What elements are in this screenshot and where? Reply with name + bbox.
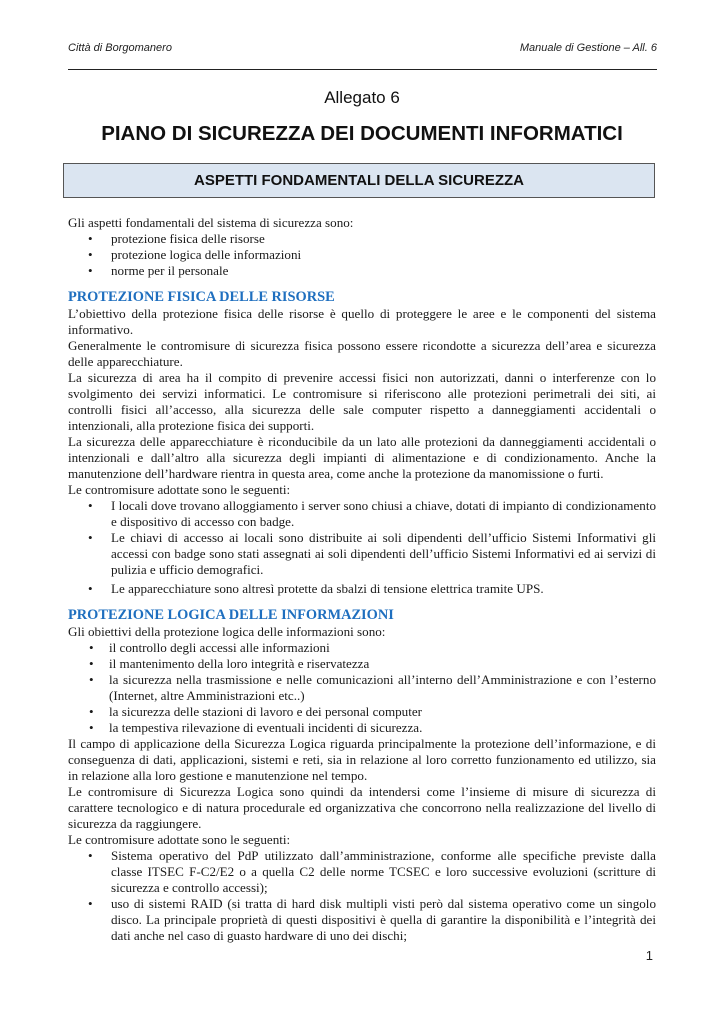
list-item: • Le chiavi di accesso ai locali sono distribuite ai soli dipendenti dell’ufficio Sistemi Informativi gli accessi con badge sono stati assegnati ai soli dipendenti dell’ufficio Sistemi Informativi ed ai servizi di pulizia e ufficio demografici. xyxy=(88,530,656,577)
bullet-icon: • xyxy=(88,498,93,513)
list-item: • la tempestiva rilevazione di eventuali incidenti di sicurezza. xyxy=(89,720,423,735)
header-divider xyxy=(68,69,657,70)
list-item: • I locali dove trovano alloggiamento i server sono chiusi a chiave, dotati di impianto di condizionamento e dispositivo di accesso con badge. xyxy=(88,498,656,529)
paragraph: La sicurezza delle apparecchiature è riconducibile da un lato alle protezioni da danneggiamenti accidentali o intenzionali e dall’altro alla sicurezza degli impianti di alimentazione e di condizionamento. Anche la manutenzione dell’hardware rientra in questa area, come anche la protezione da manomissione o furti. xyxy=(68,434,656,481)
physical-measures-list xyxy=(68,498,656,597)
bullet-icon: • xyxy=(88,581,93,596)
heading-protezione-logica: PROTEZIONE LOGICA DELLE INFORMAZIONI xyxy=(68,607,394,623)
intro-list xyxy=(68,231,656,279)
list-item: • Le apparecchiature sono altresì protette da sbalzi di tensione elettrica tramite UPS. xyxy=(88,581,544,596)
list-item: • Sistema operativo del PdP utilizzato dall’amministrazione, conforme alle specifiche previste dalla classe ITSEC F-C2/E2 o a quella C2 delle norme TCSEC e loro successive evoluzioni (scritture di sicurezza e controllo accessi); xyxy=(88,848,656,895)
bullet-icon: • xyxy=(88,231,93,246)
annex-label: Allegato 6 xyxy=(324,88,400,107)
bullet-icon: • xyxy=(89,640,94,655)
document-title: PIANO DI SICUREZZA DEI DOCUMENTI INFORMATICI xyxy=(101,122,623,145)
logical-objectives-list xyxy=(68,640,656,736)
paragraph: Il campo di applicazione della Sicurezza Logica riguarda principalmente la protezione dell’informazione, e di conseguenza di dati, applicazioni, sistemi e reti, sia in relazione al loro corretto funzionamento ed utilizzo, sia in relazione alla loro gestione e manutenzione nel tempo. xyxy=(68,736,656,783)
paragraph: Gli obiettivi della protezione logica delle informazioni sono: xyxy=(68,624,386,639)
paragraph: Le contromisure adottate sono le seguenti: xyxy=(68,482,291,497)
document-body xyxy=(68,215,656,944)
paragraph: Le contromisure adottate sono le seguenti: xyxy=(68,832,291,847)
header-organization: Città di Borgomanero xyxy=(68,42,172,54)
bullet-icon: • xyxy=(88,896,93,911)
paragraph: Le contromisure di Sicurezza Logica sono quindi da intendersi come l’insieme di misure di sicurezza di carattere tecnologico e di natura procedurale ed organizzativa che concorrono nella realizzazione del livello di sicurezza da raggiungere. xyxy=(68,784,656,831)
list-item: • norme per il personale xyxy=(88,263,229,278)
list-item: • la sicurezza nella trasmissione e nelle comunicazioni all’interno dell’Amministrazione e con l’esterno (Internet, altre Amministrazioni etc..) xyxy=(89,672,656,703)
bullet-icon: • xyxy=(88,263,93,278)
list-item: • uso di sistemi RAID (si tratta di hard disk multipli visti però dal sistema operativo come un singolo disco. La principale proprietà di questi dispositivi è quella di garantire la disponibilità e l’integrità dei dati anche nel caso di guasto hardware di uno dei dischi; xyxy=(88,896,656,943)
intro-text: Gli aspetti fondamentali del sistema di sicurezza sono: xyxy=(68,215,354,230)
logical-measures-list xyxy=(68,848,656,944)
paragraph: La sicurezza di area ha il compito di prevenire accessi fisici non autorizzati, danni o interferenze con lo svolgimento dei servizi informatici. Le contromisure si riferiscono alle protezioni perimetrali dei siti, ai controlli fisici all’accesso, alla sicurezza delle sale computer rispetto a danneggiamenti accidentali o intenzionali, alla protezione fisica dei supporti. xyxy=(68,370,656,433)
list-item: • il controllo degli accessi alle informazioni xyxy=(89,640,330,655)
section-heading: ASPETTI FONDAMENTALI DELLA SICUREZZA xyxy=(194,172,524,189)
paragraph: L’obiettivo della protezione fisica delle risorse è quello di proteggere le aree e le componenti del sistema informativo. xyxy=(68,306,656,337)
bullet-icon: • xyxy=(88,530,93,545)
bullet-icon: • xyxy=(88,247,93,262)
bullet-icon: • xyxy=(89,672,94,687)
bullet-icon: • xyxy=(89,720,94,735)
paragraph: Generalmente le contromisure di sicurezza fisica possono essere ricondotte a sicurezza dell’area e sicurezza delle apparecchiature. xyxy=(68,338,656,369)
header-document-ref: Manuale di Gestione – All. 6 xyxy=(519,42,657,54)
section-heading-box xyxy=(63,163,655,198)
bullet-icon: • xyxy=(89,656,94,671)
list-item: • la sicurezza delle stazioni di lavoro e dei personal computer xyxy=(89,704,423,719)
list-item: • protezione fisica delle risorse xyxy=(88,231,265,246)
page-number: 1 xyxy=(645,948,653,963)
list-item: • il mantenimento della loro integrità e riservatezza xyxy=(89,656,370,671)
bullet-icon: • xyxy=(88,848,93,863)
list-item: • protezione logica delle informazioni xyxy=(88,247,302,262)
heading-protezione-fisica: PROTEZIONE FISICA DELLE RISORSE xyxy=(68,289,335,305)
bullet-icon: • xyxy=(89,704,94,719)
